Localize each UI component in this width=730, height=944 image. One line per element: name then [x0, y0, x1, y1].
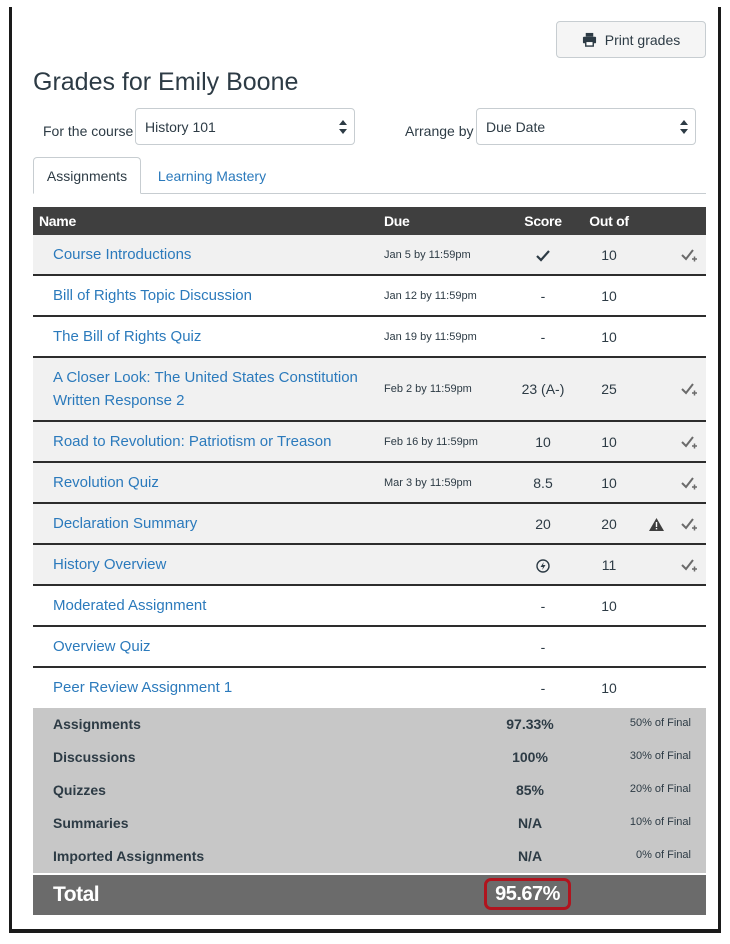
tab-learning-mastery[interactable]: Learning Mastery	[157, 167, 267, 184]
group-percent: N/A	[517, 848, 543, 864]
arrange-select[interactable]	[476, 108, 696, 145]
due-date: Jan 19 by 11:59pm	[384, 316, 508, 357]
grades-table	[33, 207, 706, 707]
score-cell: 23 (A-)	[508, 357, 578, 421]
group-percent: N/A	[517, 815, 543, 831]
group-name: Discussions	[53, 749, 136, 765]
warning-icon[interactable]	[649, 518, 664, 531]
out-of: 20	[578, 503, 640, 544]
table-row	[33, 462, 706, 503]
assignment-link[interactable]: Bill of Rights Topic Discussion	[33, 275, 384, 316]
rubric-check-icon[interactable]	[681, 249, 697, 263]
group-name: Summaries	[53, 815, 129, 831]
score-cell: -	[508, 585, 578, 626]
assignment-link[interactable]: Road to Revolution: Patriotism or Treason	[33, 421, 384, 462]
score-cell: 10	[508, 421, 578, 462]
table-row	[33, 421, 706, 462]
due-date	[384, 544, 508, 585]
assignment-link[interactable]: Overview Quiz	[33, 626, 384, 667]
group-name: Imported Assignments	[53, 848, 205, 864]
out-of: 10	[601, 679, 617, 696]
group-weight: 30% of Final	[629, 750, 691, 762]
header-due[interactable]: Due	[384, 207, 508, 235]
group-name: Quizzes	[53, 782, 106, 798]
out-of	[578, 626, 640, 667]
table-row	[33, 503, 706, 544]
assignment-link[interactable]: Moderated Assignment	[33, 585, 384, 626]
group-summary	[33, 708, 706, 873]
out-of: 10	[578, 316, 640, 357]
score-cell: -	[508, 316, 578, 357]
score-cell: 20	[508, 503, 578, 544]
total-percent: 95.67%	[484, 878, 571, 910]
header-score[interactable]: Score	[508, 207, 578, 235]
assignment-link[interactable]: Peer Review Assignment 1	[53, 679, 233, 696]
out-of: 10	[578, 275, 640, 316]
score-cell: -	[508, 275, 578, 316]
assignment-link[interactable]	[33, 357, 384, 421]
group-percent: 85%	[515, 782, 545, 798]
printer-icon	[582, 32, 597, 47]
table-row	[33, 544, 706, 585]
arrange-select-value: Due Date	[486, 118, 546, 135]
table-row	[33, 585, 706, 626]
total-label: Total	[53, 883, 100, 906]
out-of: 10	[578, 421, 640, 462]
out-of: 10	[578, 235, 640, 275]
assignment-link[interactable]: Revolution Quiz	[33, 462, 384, 503]
group-weight: 10% of Final	[629, 816, 691, 828]
due-date: Feb 16 by 11:59pm	[384, 421, 508, 462]
due-date: Jan 5 by 11:59pm	[384, 235, 508, 275]
group-name: Assignments	[53, 716, 141, 732]
score-cell	[508, 544, 578, 585]
checkmark-icon	[536, 250, 550, 262]
rubric-check-icon[interactable]	[681, 436, 697, 450]
table-row	[33, 235, 706, 275]
rubric-check-icon[interactable]	[681, 383, 697, 397]
group-row	[33, 807, 706, 840]
course-label: For the course	[43, 123, 134, 139]
assignment-link[interactable]: Declaration Summary	[33, 503, 384, 544]
rubric-check-icon[interactable]	[681, 559, 697, 573]
assignment-link[interactable]: History Overview	[33, 544, 384, 585]
assignment-link[interactable]: The Bill of Rights Quiz	[33, 316, 384, 357]
group-percent: 100%	[512, 749, 548, 765]
score-cell	[508, 235, 578, 275]
group-percent: 97.33%	[506, 716, 554, 732]
due-date: Feb 2 by 11:59pm	[384, 357, 508, 421]
print-grades-button[interactable]	[556, 21, 706, 58]
pending-review-icon	[536, 559, 550, 573]
total-row	[33, 875, 706, 915]
print-grades-label: Print grades	[604, 31, 681, 48]
due-date	[384, 503, 508, 544]
header-out-of: Out of	[578, 207, 640, 235]
out-of: 10	[578, 462, 640, 503]
group-row	[33, 774, 706, 807]
due-date	[384, 667, 508, 707]
assignment-link[interactable]: Course Introductions	[33, 235, 384, 275]
rubric-check-icon[interactable]	[681, 477, 697, 491]
table-row	[33, 667, 706, 707]
table-row	[33, 357, 706, 421]
select-arrows-icon	[680, 119, 688, 135]
group-weight: 50% of Final	[629, 717, 691, 729]
due-date: Jan 12 by 11:59pm	[384, 275, 508, 316]
group-weight: 20% of Final	[629, 783, 691, 795]
due-date	[384, 626, 508, 667]
tab-assignments[interactable]: Assignments	[33, 157, 141, 194]
out-of: 11	[578, 544, 640, 585]
table-row	[33, 316, 706, 357]
group-weight: 0% of Final	[635, 849, 691, 861]
out-of: 10	[578, 585, 640, 626]
score-cell: 8.5	[508, 462, 578, 503]
course-select[interactable]	[135, 108, 355, 145]
arrange-label: Arrange by	[405, 123, 474, 139]
course-select-value: History 101	[145, 118, 216, 135]
table-row	[33, 626, 706, 667]
header-name[interactable]: Name	[33, 207, 384, 235]
table-row	[33, 275, 706, 316]
group-row	[33, 708, 706, 741]
due-date: Mar 3 by 11:59pm	[384, 462, 508, 503]
due-date	[384, 585, 508, 626]
page-title: Grades for Emily Boone	[33, 68, 299, 96]
score-cell: -	[508, 626, 578, 667]
out-of: 25	[578, 357, 640, 421]
group-row	[33, 741, 706, 774]
assignment-link-line1[interactable]: A Closer Look: The United States Constitution	[53, 369, 358, 386]
rubric-check-icon[interactable]	[681, 518, 697, 532]
score-cell: -	[540, 679, 546, 696]
group-row	[33, 840, 706, 873]
assignment-link-line2[interactable]: Written Response 2	[53, 392, 185, 409]
select-arrows-icon	[339, 119, 347, 135]
